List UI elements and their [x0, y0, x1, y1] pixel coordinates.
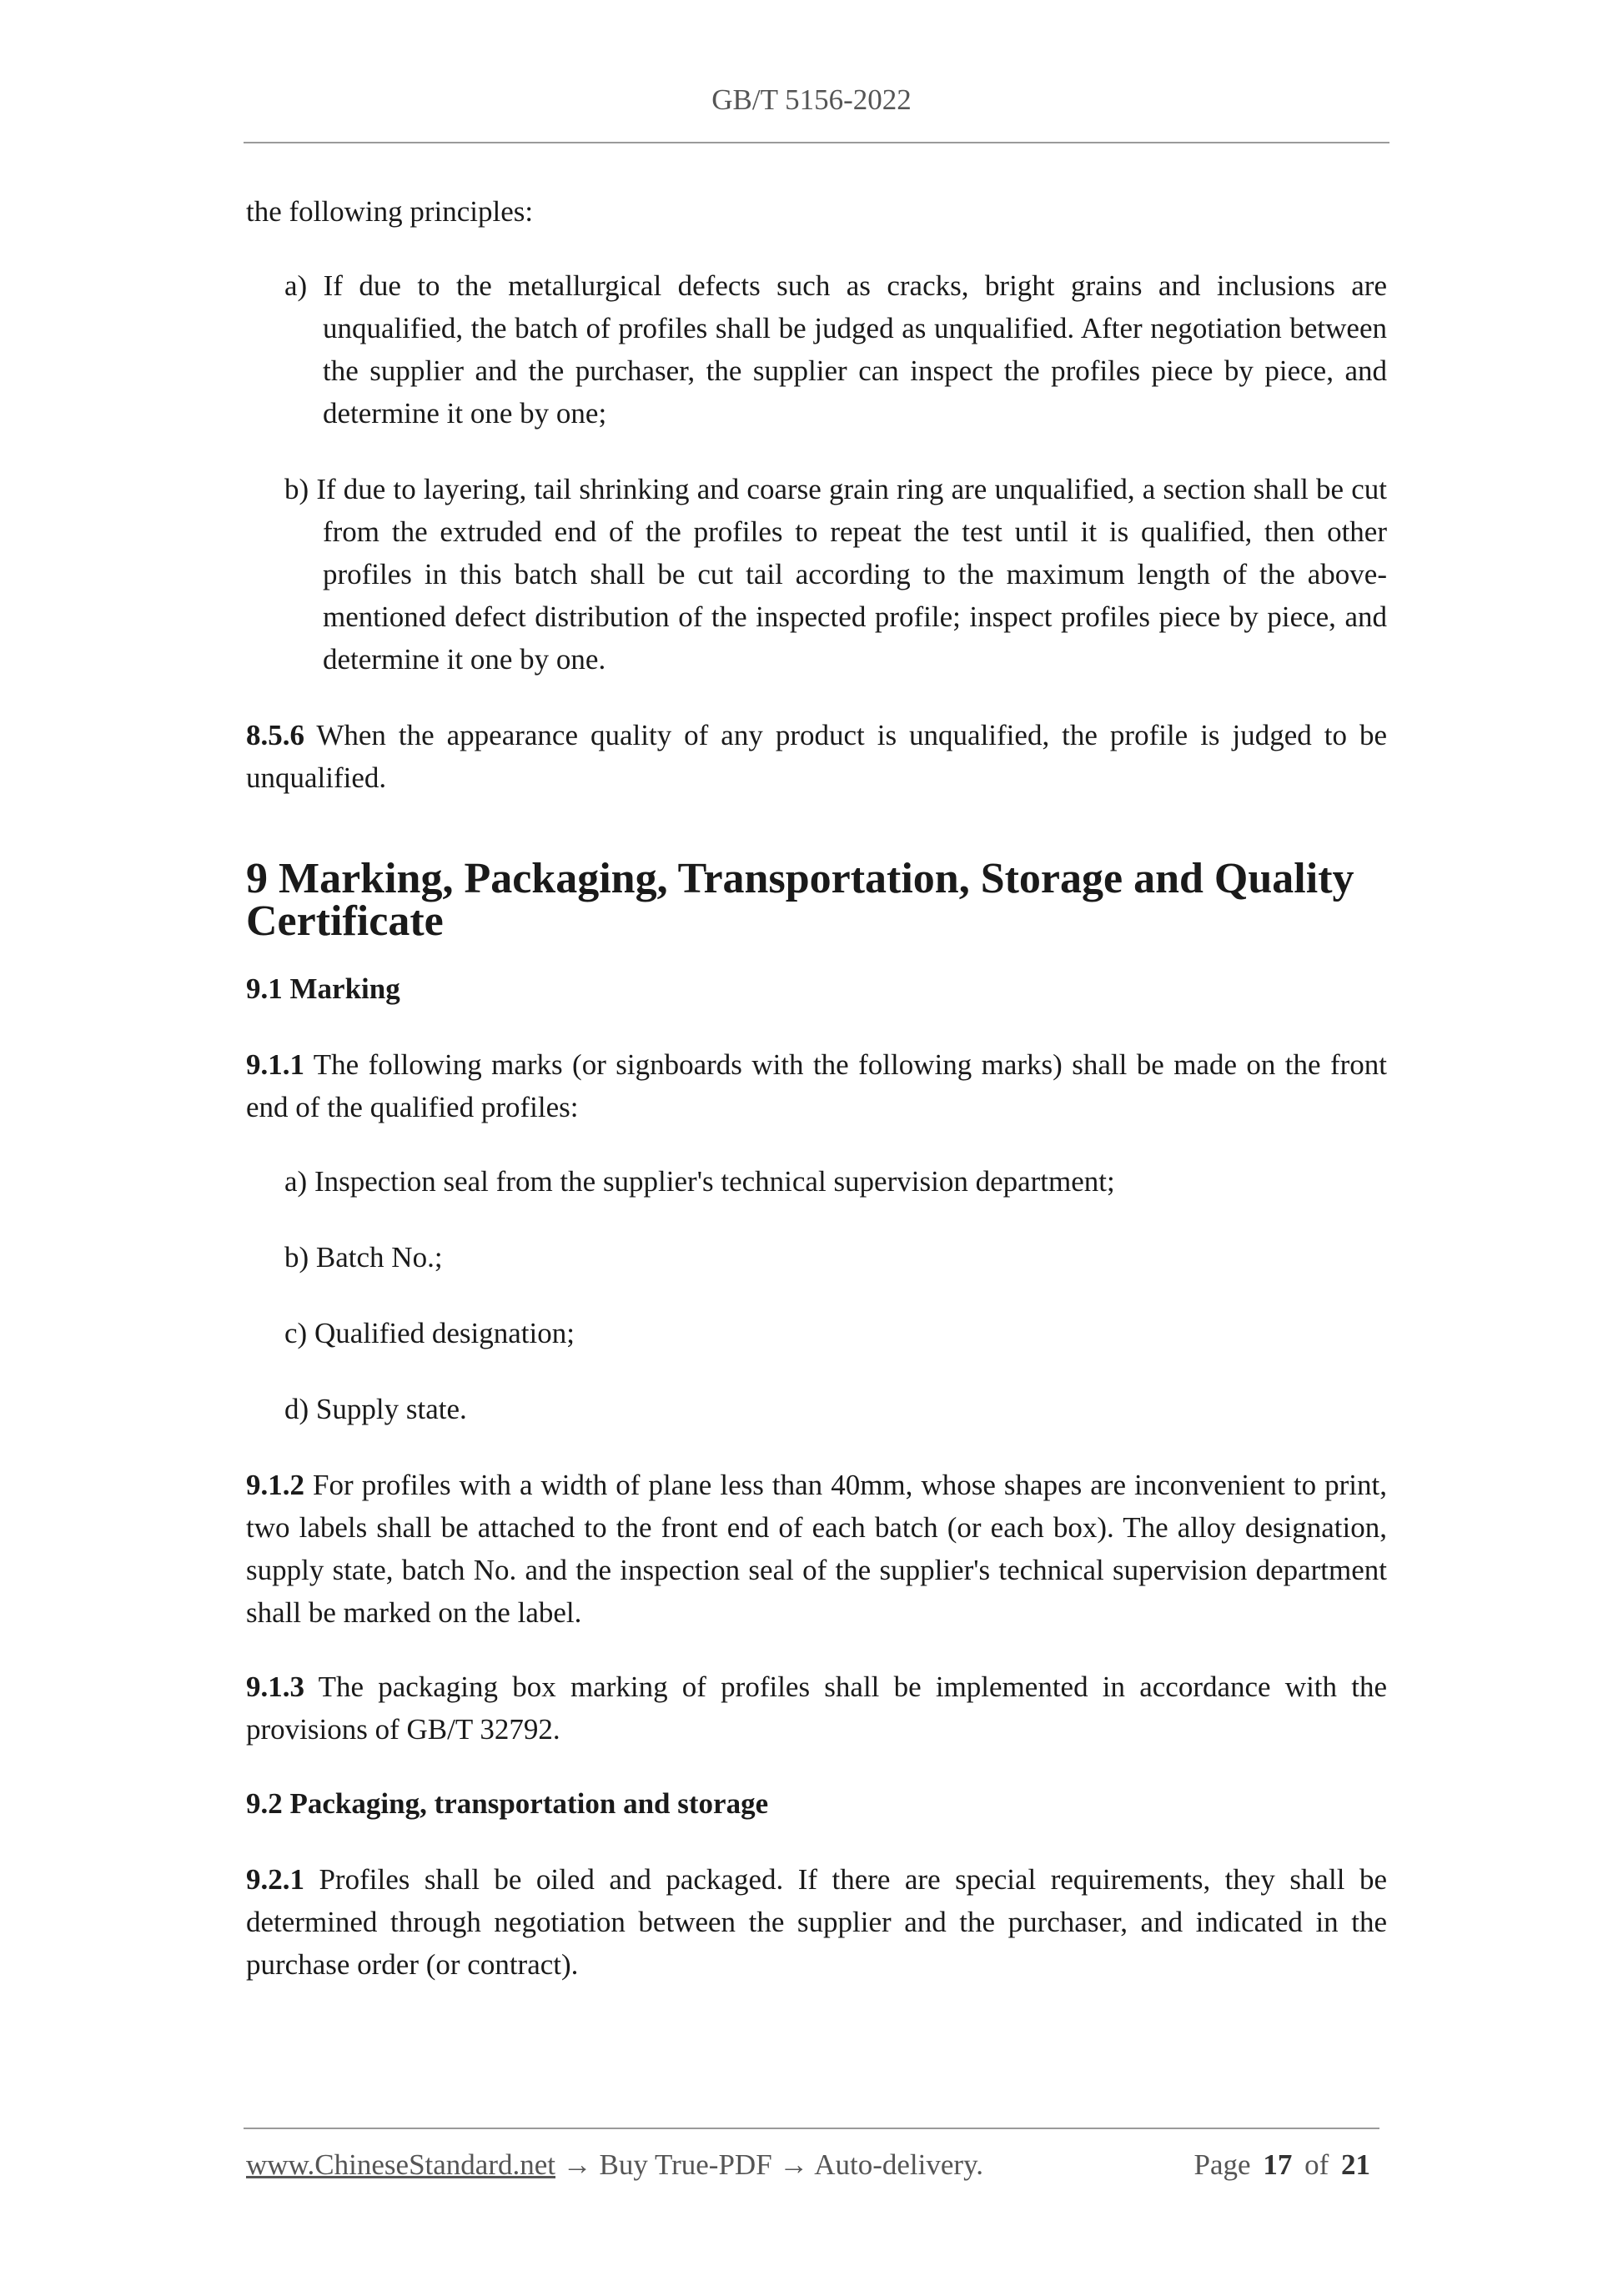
clause-number: 9.1.1 — [246, 1048, 304, 1081]
clause-9-1-1 — [246, 1043, 1387, 1128]
page-label: Page — [1193, 2148, 1251, 2181]
mark-item-c: c) Qualified designation; — [284, 1317, 575, 1349]
clause-text: The following marks (or signboards with the following marks) shall be made on the front end of the qualified profiles: — [246, 1048, 1387, 1123]
page-header: GB/T 5156-2022 — [711, 83, 912, 116]
footer-promo — [246, 2148, 983, 2182]
clause-9-2-1 — [246, 1858, 1387, 1986]
delivery-text: Auto-delivery. — [808, 2148, 984, 2181]
clause-number: 9.1.3 — [246, 1671, 304, 1703]
total-pages: 21 — [1341, 2148, 1370, 2181]
current-page: 17 — [1263, 2148, 1293, 2181]
header-divider — [244, 142, 1389, 143]
clause-text: The packaging box marking of profiles shall be implemented in accordance with the provisions of GB/T 32792. — [246, 1671, 1387, 1746]
document-body — [246, 190, 1387, 2017]
clause-8-5-6 — [246, 714, 1387, 799]
buy-text: Buy True-PDF — [591, 2148, 780, 2181]
clause-text: When the appearance quality of any product is unqualified, the profile is judged to be unqualified. — [246, 719, 1387, 794]
clause-9-1-2 — [246, 1464, 1387, 1634]
clause-text: For profiles with a width of plane less than 40mm, whose shapes are inconvenient to print, two labels shall be attached to the front end of each batch (or each box). The alloy designation, supply state, batch No. and the inspection seal of the supplier's technical supervision department shall be marked on the label. — [246, 1469, 1387, 1629]
chapter-9-heading: 9 Marking, Packaging, Transportation, Storage and Quality Certificate — [246, 855, 1354, 945]
clause-number: 9.2.1 — [246, 1863, 304, 1896]
mark-item-b: b) Batch No.; — [284, 1241, 443, 1274]
clause-number: 8.5.6 — [246, 719, 304, 751]
mark-item-d: d) Supply state. — [284, 1393, 467, 1425]
section-9-2-heading: 9.2 Packaging, transportation and storage — [246, 1787, 769, 1820]
principle-item-b: b) If due to layering, tail shrinking and coarse grain ring are unqualified, a section shall be cut from the extruded end of the profiles to repeat the test until it is qualified, then other profiles in this batch shall be cut tail according to the maximum length of the above-mentioned defect distribution of the inspected profile; inspect profiles piece by piece, and determine it one by one. — [284, 473, 1387, 676]
principle-item-a: a) If due to the metallurgical defects such as cracks, bright grains and inclusions are unqualified, the batch of profiles shall be judged as unqualified. After negotiation between the supplier and the purchaser, the supplier can inspect the profiles piece by piece, and determine it one by one; — [284, 269, 1387, 430]
intro-text: the following principles: — [246, 195, 534, 228]
footer-divider — [244, 2128, 1379, 2129]
clause-number: 9.1.2 — [246, 1469, 304, 1501]
clause-text: Profiles shall be oiled and packaged. If there are special requirements, they shall be determined through negotiation between the supplier and the purchaser, and indicated in the purchase order (or contract). — [246, 1863, 1387, 1981]
arrow-right-icon: → — [779, 2148, 809, 2181]
page-number — [1194, 2148, 1375, 2182]
site-link[interactable]: www.ChineseStandard.net — [246, 2148, 555, 2181]
of-label: of — [1304, 2148, 1329, 2181]
mark-item-a: a) Inspection seal from the supplier's technical supervision department; — [284, 1165, 1115, 1198]
section-9-1-heading: 9.1 Marking — [246, 972, 400, 1005]
clause-9-1-3 — [246, 1665, 1387, 1751]
arrow-right-icon: → — [562, 2148, 592, 2181]
